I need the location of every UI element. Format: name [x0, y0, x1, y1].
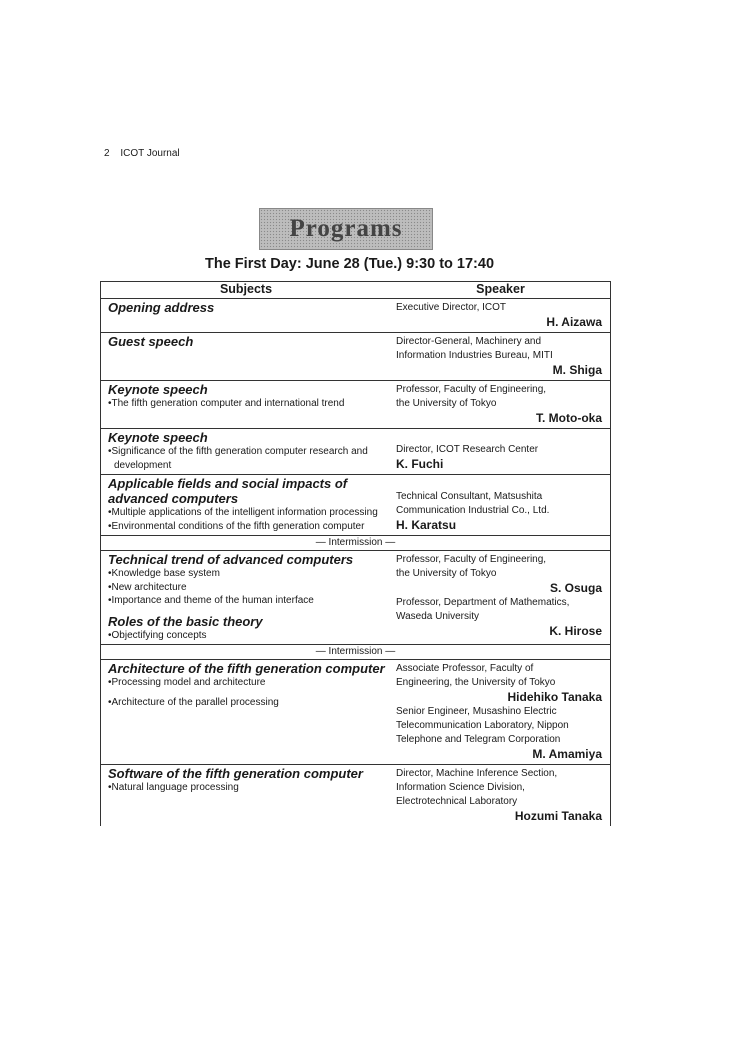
col-subjects: Subjects: [219, 282, 273, 296]
affiliation-line: Telephone and Telegram Corporation: [396, 734, 561, 745]
affiliation-line: Waseda University: [396, 611, 479, 622]
topic-item: •Multiple applications of the intelligent information processing: [108, 507, 378, 518]
program-row: [101, 475, 610, 536]
speaker-name: K. Fuchi: [396, 457, 444, 471]
session-title: Keynote speech: [108, 382, 208, 397]
topic-item: •Environmental conditions of the fifth generation computer: [108, 520, 365, 532]
affiliation-line: Associate Professor, Faculty of: [396, 663, 534, 674]
subject-cell: [101, 381, 396, 428]
affiliation-line: Information Industries Bureau, MITI: [396, 350, 553, 361]
topic-item: •Significance of the fifth generation computer research and development: [108, 446, 368, 471]
subject-cell: [101, 299, 396, 332]
session-title: Opening address: [108, 300, 215, 315]
topic-item: •The fifth generation computer and international trend: [108, 398, 345, 409]
session-title: Architecture of the fifth generation computer: [108, 661, 385, 676]
affiliation-line: Electrotechnical Laboratory: [396, 796, 518, 807]
page-number: 2: [104, 148, 110, 159]
program-row: [101, 660, 610, 765]
topic-item: •New architecture: [108, 581, 187, 593]
col-speaker: Speaker: [476, 282, 525, 296]
program-table: [100, 281, 611, 826]
topic-item: •Importance and theme of the human interface: [108, 595, 314, 606]
programs-banner: [259, 208, 433, 250]
affiliation-line: Technical Consultant, Matsushita: [396, 491, 543, 502]
speaker-cell: [396, 660, 610, 764]
affiliation-line: Professor, Faculty of Engineering,: [396, 554, 547, 565]
topic-item: •Natural language processing: [108, 782, 239, 793]
speaker-name: M. Shiga: [552, 363, 602, 377]
affiliation-line: Executive Director, ICOT: [396, 302, 507, 313]
program-row: [101, 381, 610, 429]
session-title: Guest speech: [108, 334, 194, 349]
program-row: [101, 765, 610, 826]
speaker-cell: [396, 381, 610, 428]
speaker-name: S. Osuga: [549, 581, 602, 595]
program-rows: [101, 299, 610, 826]
subject-cell: [101, 333, 396, 380]
speaker-name: T. Moto-oka: [536, 411, 602, 425]
speaker-name: Hidehiko Tanaka: [507, 690, 602, 704]
topic-item: •Objectifying concepts: [108, 629, 207, 641]
session-title: Technical trend of advanced computers: [108, 552, 354, 567]
program-row: [101, 333, 610, 381]
intermission: — Intermission —: [101, 645, 610, 660]
speaker-name: K. Hirose: [549, 624, 602, 638]
speaker-cell: [396, 551, 610, 644]
subject-cell: [101, 429, 396, 474]
topic-item: •Knowledge base system: [108, 568, 220, 579]
subject-cell: [101, 551, 396, 644]
affiliation-line: Director-General, Machinery and: [396, 336, 542, 347]
affiliation-line: Director, ICOT Research Center: [396, 444, 539, 455]
subject-cell: [101, 765, 396, 826]
speaker-cell: [396, 429, 610, 474]
affiliation-line: Information Science Division,: [396, 782, 525, 793]
affiliation-line: the University of Tokyo: [396, 568, 497, 579]
speaker-name: H. Aizawa: [546, 315, 602, 329]
banner-title: Programs: [289, 215, 403, 242]
session-title: Roles of the basic theory: [108, 613, 263, 629]
speaker-cell: [396, 333, 610, 380]
session-title: Applicable fields and social impacts of advanced computers: [108, 476, 348, 506]
running-header: [104, 148, 180, 159]
subject-cell: [101, 475, 396, 535]
session-title: Keynote speech: [108, 430, 208, 445]
journal-name: ICOT Journal: [120, 148, 180, 159]
table-header: [101, 282, 610, 299]
affiliation-line: Professor, Department of Mathematics,: [396, 597, 570, 608]
speaker-cell: [396, 765, 610, 826]
program-row: [101, 551, 610, 645]
session-title: Software of the fifth generation computer: [108, 766, 363, 781]
topic-item: •Processing model and architecture: [108, 677, 266, 688]
affiliation-line: Professor, Faculty of Engineering,: [396, 384, 547, 395]
speaker-name: M. Amamiya: [532, 747, 602, 761]
affiliation-line: Communication Industrial Co., Ltd.: [396, 505, 550, 516]
affiliation-line: Senior Engineer, Musashino Electric: [396, 706, 557, 717]
affiliation-line: Engineering, the University of Tokyo: [396, 677, 556, 688]
affiliation-line: Telecommunication Laboratory, Nippon: [396, 720, 569, 731]
intermission: — Intermission —: [101, 536, 610, 551]
topic-item: •Architecture of the parallel processing: [108, 696, 279, 708]
subject-cell: [101, 660, 396, 764]
speaker-cell: [396, 299, 610, 332]
speaker-name: Hozumi Tanaka: [514, 809, 602, 823]
program-row: [101, 429, 610, 475]
speaker-name: H. Karatsu: [396, 518, 457, 532]
affiliation-line: the University of Tokyo: [396, 398, 497, 409]
day-heading: The First Day: June 28 (Tue.) 9:30 to 17:40: [205, 256, 495, 272]
affiliation-line: Director, Machine Inference Section,: [396, 768, 558, 779]
program-row: [101, 299, 610, 333]
speaker-cell: [396, 475, 610, 535]
